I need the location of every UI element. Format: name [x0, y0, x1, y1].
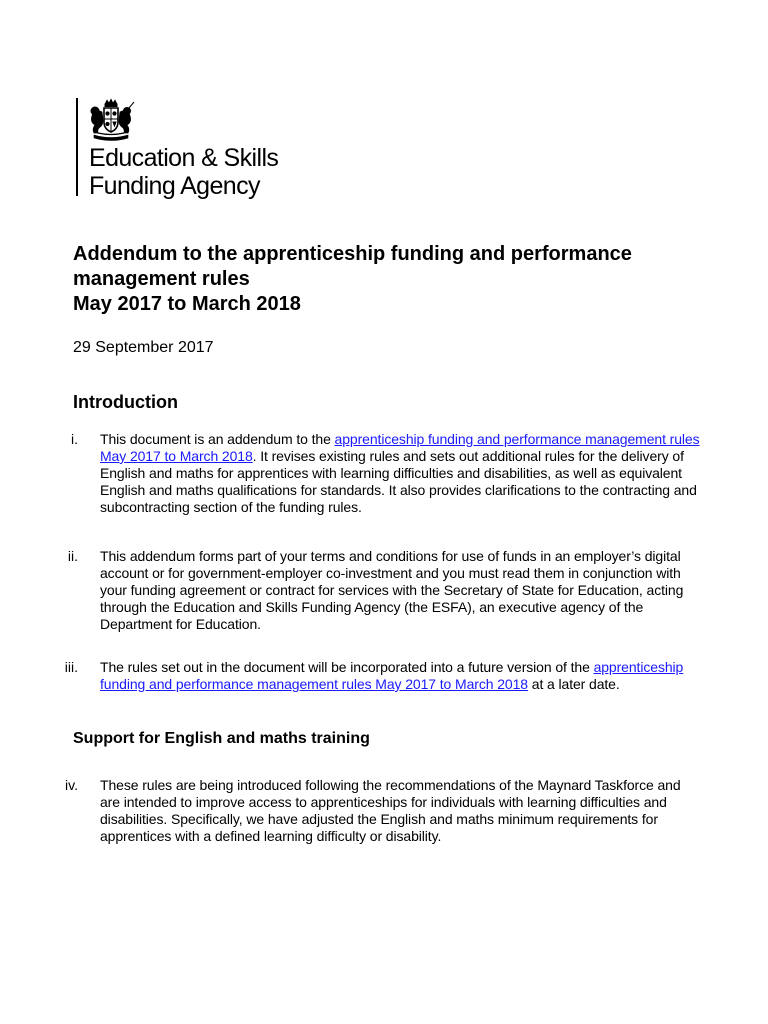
- logo-wordmark: [89, 144, 278, 200]
- funding-rules-link[interactable]: apprenticeship funding and performance management rules May 2017 to March 2018: [100, 431, 700, 464]
- title-line-2: May 2017 to March 2018: [73, 293, 301, 315]
- logo-line-2: Funding Agency: [89, 172, 260, 200]
- funding-rules-link[interactable]: apprenticeship funding and performance management rules May 2017 to March 2018: [100, 659, 684, 692]
- paragraph-number: i.: [71, 431, 78, 447]
- publication-date: 29 September 2017: [73, 339, 214, 356]
- paragraph-text: These rules are being introduced following the recommendations of the Maynard Taskforce and are intended to improve access to apprenticeships for individuals with learning difficulties and disabilities. Specifically, we have adjusted the English and maths minimum requirements for apprentices with a defined learning difficulty or disability.: [100, 777, 681, 844]
- royal-crest-icon: [86, 98, 136, 142]
- paragraph-number: iii.: [64, 659, 78, 675]
- text-segment: . It revises existing rules and sets out additional rules for the delivery of English and maths for apprentices with learning difficulties and disabilities, as well as equivalent English and maths qualifications for standards. It also provides clarifications to the contracting and subcontracting section of the funding rules.: [100, 448, 697, 515]
- support-heading: Support for English and maths training: [73, 730, 370, 747]
- logo-divider: [76, 98, 78, 196]
- logo-line-1: Education & Skills: [89, 144, 279, 172]
- paragraph-text: [100, 431, 700, 516]
- text-segment: This document is an addendum to the: [100, 431, 335, 447]
- title-line-1: Addendum to the apprenticeship funding and performance management rules: [73, 243, 632, 290]
- paragraph-number: ii.: [67, 548, 78, 564]
- document-title: [73, 242, 753, 317]
- paragraph-text: This addendum forms part of your terms and conditions for use of funds in an employer’s digital account or for government-employer co-investment and you must read them in conjunction with your funding agreement or contract for services with the Secretary of State for Education, acting through the Education and Skills Funding Agency (the ESFA), an executive agency of the Department for Education.: [100, 548, 684, 632]
- agency-logo: [76, 98, 279, 202]
- paragraph-number: iv.: [65, 777, 78, 793]
- text-segment: The rules set out in the document will be incorporated into a future version of the: [100, 659, 594, 675]
- introduction-heading: Introduction: [73, 392, 178, 412]
- paragraph-text: [100, 659, 700, 693]
- text-segment: at a later date.: [527, 676, 620, 692]
